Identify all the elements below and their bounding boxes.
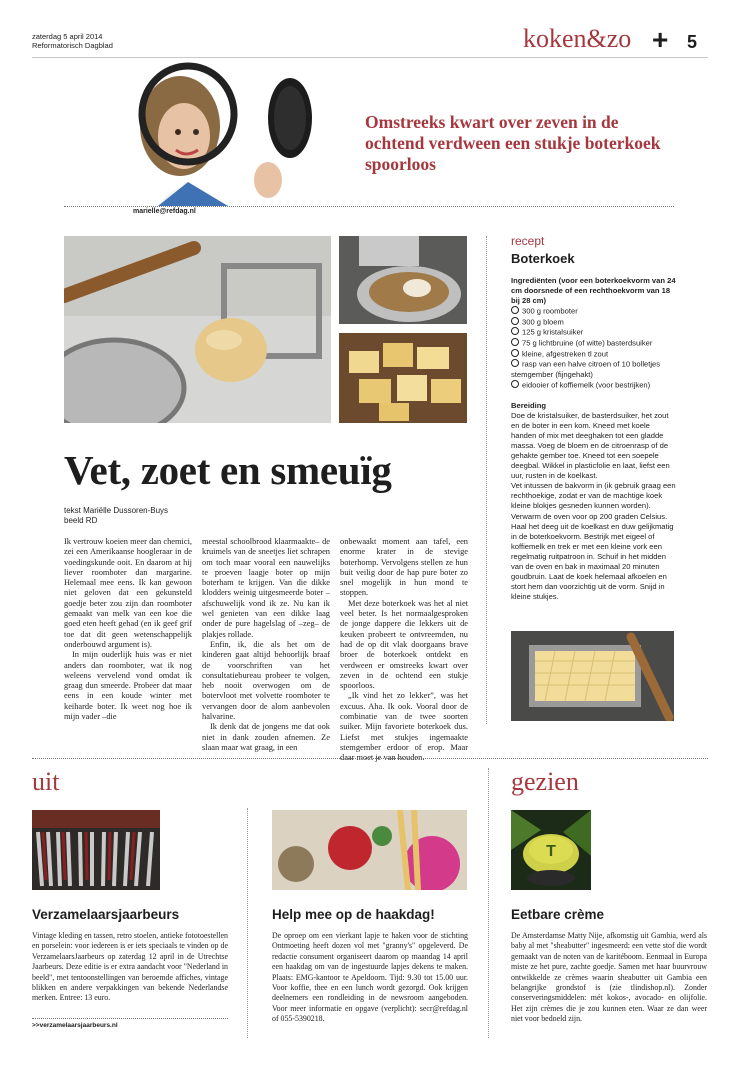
recipe-body: [511, 276, 677, 602]
method-header: Bereiding: [511, 400, 547, 410]
ingredient-item: rasp van een halve citroen of 10 bolletjes stemgember (fijngehakt): [511, 359, 677, 380]
method-step: Doe de kristalsuiker, de basterdsuiker, het zout en de boter in een kom. Kneed met koele handen of mix met deeghaken tot een gladde massa. Voeg de bloem en de citroenrasp of de gehakte gember toe. Kneed tot een soepele deegbal. Wikkel in plasticfolie en laat, liefst een uur, rusten in de koelkast.: [511, 410, 670, 481]
ingredient-item: 125 g kristalsuiker: [511, 327, 677, 338]
dough-photo: [64, 236, 331, 423]
recipe-title: Boterkoek: [511, 251, 575, 266]
paragraph: Met deze boterkoek was het al niet veel beter. Is het normaalgesproken de jonge dappere die lekkers uit de keuken probeert te ontvreemden, nu had de op dit vlak doorgaans brave broer de boterkoek ontdekt en verdween er omstreeks kwart over zeven in de ochtend een stukje spoorloos.: [340, 598, 468, 691]
column-quote: Omstreeks kwart over zeven in de ochtend verdween een stukje boterkoek spoorloos: [365, 112, 661, 174]
method-step: Haal het deeg uit de koelkast en duw gelijkmatig in de boterkoekvorm. Bestrijk met eigeel of koffiemelk en trek er met een kleine vork een regelmatig ruitpatroon in. Schuif in het midden van de oven en bak in maximaal 20 minuten goudbruin. Laat de koek helemaal afkoelen en stort hem dan voorzichtig uit de vorm. Snijd in kleine stukjes.: [511, 521, 674, 602]
haakdag-photo: [272, 810, 467, 890]
paragraph: onbewaakt moment aan tafel, een enorme krater in de stevige boterhomp. Vervolgens stellen ze hun buit veilig door de hap pure boter zo snel mogelijk in hun mond te stoppen.: [340, 537, 468, 598]
section-title: koken&zo: [523, 24, 632, 53]
gezien-body: De Amsterdamse Matty Nije, afkomstig uit Gambia, werd als baby al met "sheabutter" ingesmeerd: een vette stof die wordt gemaakt van de noten van de karitéboom. Eenmaal in Europa miste ze het pure, zachte goedje. Samen met haar buurvrouw ontwikkelde ze crèmes waarin sheabutter uit Gambia een belangrijke grondstof is (zie tlindishop.nl). Zonder conserveringsmiddelen: mét kokos-, avocado- en olijfolie. Het zijn crèmes die je zou kunnen eten. Waar ze dan weer niet voor bedoeld zijn.: [511, 931, 707, 1024]
uit-link-divider: [32, 1018, 228, 1019]
gezien-section-title: gezien: [511, 767, 579, 796]
article-column-2: [202, 537, 330, 753]
article-column-3: [340, 537, 468, 764]
gezien-title: Eetbare crème: [511, 907, 605, 922]
page-number: 5: [687, 32, 698, 52]
jaarbeurs-photo: [32, 810, 160, 890]
method-step: Vet intussen de bakvorm in (ik gebruik graag een rechthoekige, zodat er van de machtige koek kleine blokjes gesneden kunnen worden). Verwarm de oven voor op 200 graden Celsius.: [511, 481, 676, 521]
column-divider: [247, 808, 248, 1038]
creme-jar-photo: [511, 810, 591, 890]
mixer-photo: [339, 236, 467, 324]
dotted-divider: [64, 206, 674, 207]
masthead-date: zaterdag 5 april 2014: [32, 32, 103, 41]
ingredient-item: 300 g bloem: [511, 317, 677, 328]
article-headline: Vet, zoet en smeuïg: [64, 447, 392, 493]
uit-section-title: uit: [32, 767, 60, 796]
paragraph: meestal schoolbrood klaarmaakte– de kruimels van de sneetjes liet schrapen om toch maar vooral een nauwelijks te proeven laagje boter op mijn boterham te krijgen. Van die dikke klodders weinig uitgesmeerde boter – afschuwelijk vond ik ze. Nu kan ik wel genieten van een dikke laag onder de pure hagelslag of –zeg– de plakjes rollade.: [202, 537, 330, 639]
photo-credit: beeld RD: [64, 516, 98, 525]
plus-icon: +: [652, 24, 669, 55]
article-credits: [64, 506, 168, 526]
masthead-paper: Reformatorisch Dagblad: [32, 41, 113, 50]
paragraph: Ik vertrouw koeien meer dan chemici, zei een Amerikaanse hoogleraar in de voedingskunde ooit. En daarom at hij liever roomboter dan margarine. Helemaal mee eens. Ik kan gewoon niet geloven dat een gekunsteld goedje beter zou zijn dan roomboter gemaakt van melk van een koe die goed eten heeft gehad (en ik geef grif toe dat dit geen wetenschappelijk onderbouwd argument is).: [64, 537, 192, 649]
paragraph: In mijn ouderlijk huis was er niet anders dan roomboter, wat ik nog weleens vervelend vond omdat ik graag dun smeerde. Probeer dat maar eens in een koude winter met keiharde boter. Ik weet nog hoe ik mijn vader –die: [64, 650, 192, 722]
author-credit: tekst Mariëlle Dussoren-Buys: [64, 506, 169, 515]
column-divider: [488, 768, 489, 1038]
paragraph: Ik denk dat de jongens me dat ook niet in dank zouden afnemen. Ze slaan maar wat graag, in een: [202, 722, 330, 752]
recipe-divider: [486, 236, 487, 724]
ingredient-item: 75 g lichtbruine (of witte) basterdsuiker: [511, 338, 677, 349]
masthead-date-block: [32, 32, 113, 50]
haakdag-title: Help mee op de haakdag!: [272, 907, 435, 922]
uit-title: Verzamelaarsjaarbeurs: [32, 907, 180, 922]
paragraph: Enfin, ik, die als het om de kinderen gaat altijd behoorlijk braaf de voorschriften van het consultatiebureau probeer te volgen, heb nooit overwogen om de botervloot met volvette roomboter te vervangen door de alom aanbevolen halvarine.: [202, 639, 330, 722]
ingredient-item: 300 g roomboter: [511, 306, 677, 317]
boterkoek-pieces-photo: [339, 333, 467, 423]
boterkoek-tray-photo: [511, 631, 674, 721]
haakdag-body: De oproep om een vierkant lapje te haken voor de stichting Ontmoeting heeft dozen vol met "granny's" opgeleverd. De redactie consument organiseert daarom op maandag 14 april een haakdag om van de ingestuurde lapjes dekens te maken. Plaats: EMG-kantoor te Apeldoorn. Tijd: 9.30 tot 15.00 uur. Voor koffie, thee en een lunch wordt gezorgd. Ook krijgen deelnemers een rondleiding in de newsroom aangeboden. Voor meer informatie en opgave (verplicht): secr@refdag.nl of 055-5390218.: [272, 931, 468, 1024]
masthead-rule: [32, 57, 708, 58]
paragraph: „Ik vind het zo lekker”, was het excuus. Aha. Ik ook. Vooral door de combinatie van de twee soorten suiker. Mijn favoriete boterkoek dus. Liefst met stukjes ingemaakte stemgember erdoor of erop. Maar daar moet je van houden.: [340, 691, 468, 763]
section-divider: [32, 758, 708, 759]
recipe-label: recept: [511, 234, 545, 248]
ingredient-item: eidooier of koffiemelk (voor bestrijken): [511, 380, 677, 391]
svg-text:T: T: [546, 843, 556, 860]
author-email[interactable]: marielle@refdag.nl: [133, 208, 196, 215]
uit-body: Vintage kleding en tassen, retro stoelen, antieke fototoestellen en porselein: voor iedereen is er iets speciaals te vinden op de VerzamelaarsJaarbeurs op zaterdag 12 april in de Utrechtse Jaarbeurs. Deze editie is er extra aandacht voor "Nederland in beeld", met tentoonstellingen van beroemde affiches, vintage blikken en andere verpakkingen van bekende Nederlandse merken. Entree: 13 euro.: [32, 931, 228, 1003]
uit-link[interactable]: >>verzamelaarsjaarbeurs.nl: [32, 1022, 118, 1029]
columnist-portrait: [118, 62, 318, 206]
article-column-1: [64, 537, 192, 722]
ingredients-header: Ingrediënten (voor een boterkoekvorm van 24 cm doorsnede of een rechthoekvorm van 18 bij 28 cm): [511, 276, 676, 306]
ingredient-item: kleine, afgestreken tl zout: [511, 349, 677, 360]
